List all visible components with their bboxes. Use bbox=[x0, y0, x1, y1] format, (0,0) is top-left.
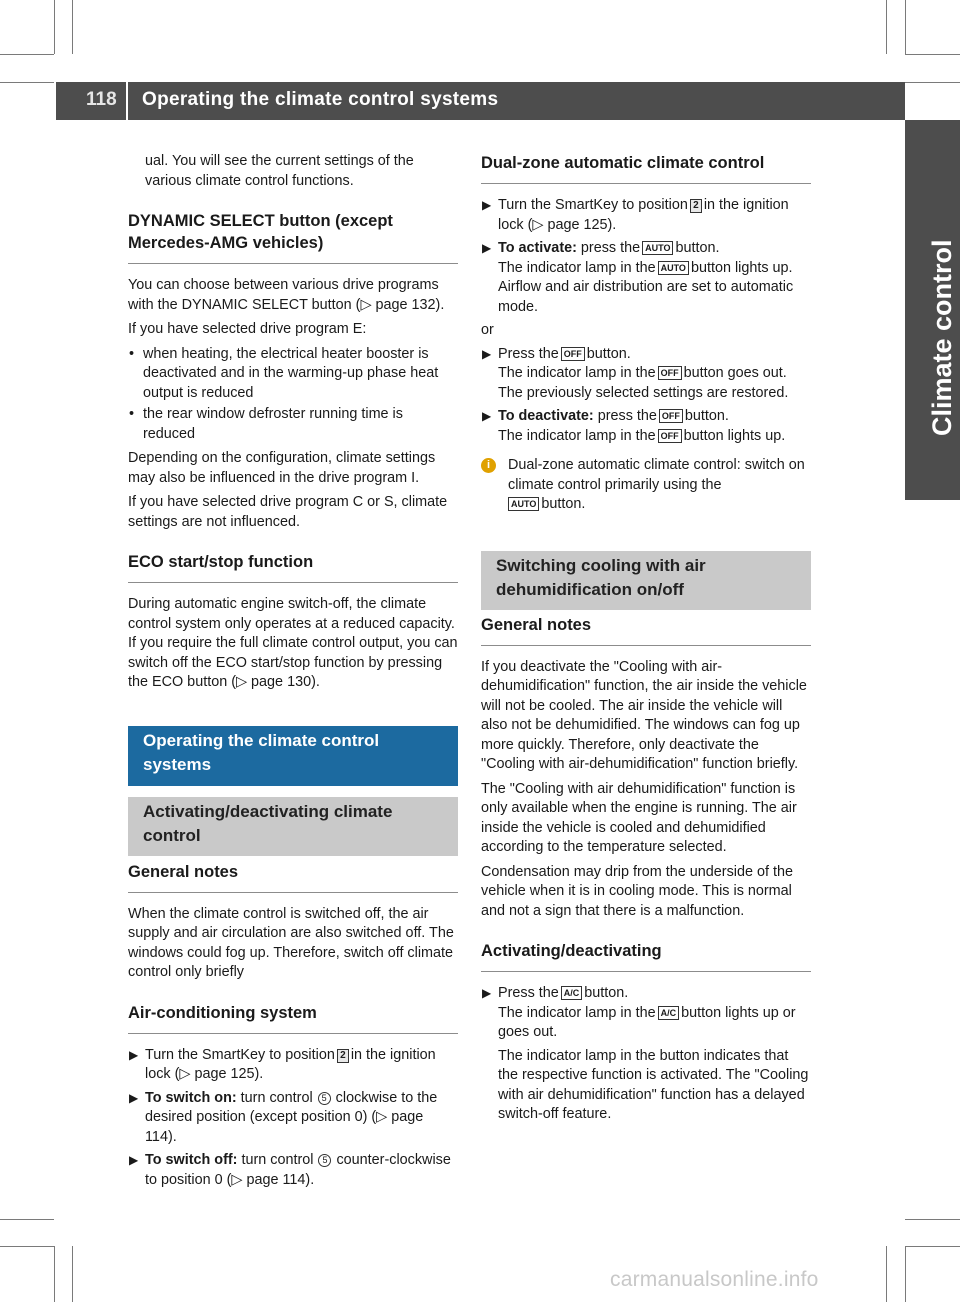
bullet-icon: • bbox=[129, 345, 135, 362]
heading-air-conditioning: Air-conditioning system bbox=[128, 1002, 458, 1034]
paragraph: The "Cooling with air dehumidification" function is only available when the engine is running. The air inside the vehicle is cooled and dehumidified according to the temperature selected. bbox=[481, 780, 797, 855]
instruction-step: ▶ Press the OFF button. The indicator lamp in the OFF button goes out. The previously selected settings are restored. bbox=[482, 345, 789, 401]
heading-dynamic-select: DYNAMIC SELECT button (except Mercedes-AMG vehicles) bbox=[128, 210, 458, 264]
paragraph: If you deactivate the "Cooling with air-dehumidification" function, the air inside the vehicle will not be cooled. The air inside the vehicle will also not be dehumidified. The windows can fog up more quickly. Therefore, only deactivate the "Cooling with air-dehumidification" function briefly. bbox=[481, 658, 807, 772]
crop-mark bbox=[886, 0, 887, 54]
step-arrow-icon: ▶ bbox=[129, 1090, 139, 1105]
paragraph: Condensation may drip from the underside of the vehicle when it is in cooling mode. This is normal and not a sign that there is a malfunction. bbox=[481, 863, 793, 919]
off-button-icon: OFF bbox=[658, 429, 682, 443]
instruction-step: ▶ To switch off: turn control 5 counter-clockwise to position 0 (▷ page 114). bbox=[129, 1152, 451, 1188]
paragraph: When the climate control is switched off, the air supply and air circulation are also switched off. The windows could fog up. Therefore, switch off climate control only briefly bbox=[128, 905, 454, 980]
bullet-icon: • bbox=[129, 406, 135, 422]
crop-mark bbox=[905, 82, 960, 83]
paragraph: If you have selected drive program C or S, climate settings are not influenced. bbox=[128, 494, 448, 530]
list-item-text: the rear window defroster running time is reduced bbox=[143, 406, 403, 442]
heading-dual-zone: Dual-zone automatic climate control bbox=[481, 152, 811, 184]
crop-mark bbox=[72, 1246, 73, 1302]
paragraph: or bbox=[481, 322, 494, 338]
heading-eco: ECO start/stop function bbox=[128, 551, 458, 583]
control-number-icon: 5 bbox=[318, 1154, 331, 1167]
section-header-grey: Activating/deactivating climate control bbox=[128, 797, 458, 856]
instruction-step: ▶ Press the A/C button. The indicator lamp in the A/C button lights up or goes out. bbox=[482, 985, 796, 1040]
left-column bbox=[128, 152, 458, 1194]
auto-button-icon: AUTO bbox=[508, 497, 539, 511]
info-icon: i bbox=[481, 458, 496, 473]
heading-general-notes: General notes bbox=[128, 861, 458, 893]
instruction-step: ▶ To activate: press the AUTO button. The indicator lamp in the AUTO button lights up. Airflow and air distribution are set to automatic mode. bbox=[482, 240, 794, 315]
crop-mark bbox=[54, 1246, 55, 1302]
ac-button-icon: A/C bbox=[658, 1006, 680, 1020]
crop-mark bbox=[54, 0, 55, 54]
control-number-icon: 5 bbox=[318, 1092, 331, 1105]
off-button-icon: OFF bbox=[658, 366, 682, 380]
off-button-icon: OFF bbox=[561, 347, 585, 361]
key-position-icon: 2 bbox=[690, 199, 702, 213]
chapter-label: Climate control bbox=[927, 239, 957, 436]
instruction-step: ▶ To switch on: turn control 5 clockwise to the desired position (except position 0) (▷ page 114). bbox=[129, 1089, 438, 1145]
instruction-step: ▶ To deactivate: press the OFF button. The indicator lamp in the OFF button lights up. bbox=[482, 408, 786, 444]
step-arrow-icon: ▶ bbox=[482, 409, 492, 423]
right-column bbox=[481, 152, 811, 1130]
header-divider bbox=[126, 82, 128, 120]
list-item bbox=[128, 345, 458, 404]
instruction-step: ▶ Turn the SmartKey to position 2 in the ignition lock (▷ page 125). bbox=[482, 197, 789, 233]
paragraph: You can choose between various drive programs with the DYNAMIC SELECT button (▷ page 132). bbox=[128, 277, 445, 313]
instruction-step: ▶ Turn the SmartKey to position 2 in the ignition lock (▷ page 125). bbox=[129, 1046, 436, 1082]
crop-mark bbox=[0, 54, 54, 55]
section-header-blue: Operating the climate control systems bbox=[128, 726, 458, 786]
intro-text: ual. You will see the current settings of the various climate control functions. bbox=[145, 153, 414, 189]
crop-mark bbox=[0, 1219, 54, 1220]
step-arrow-icon: ▶ bbox=[482, 986, 492, 1000]
crop-mark bbox=[905, 1246, 960, 1247]
step-arrow-icon: ▶ bbox=[482, 346, 492, 361]
crop-mark bbox=[886, 1246, 887, 1302]
step-arrow-icon: ▶ bbox=[129, 1153, 139, 1167]
paragraph: During automatic engine switch-off, the climate control system only operates at a reduced capacity. If you require the full climate control output, you can switch off the ECO start/stop function by pressing the ECO button (▷ page 130). bbox=[128, 596, 458, 690]
auto-button-icon: AUTO bbox=[658, 261, 689, 275]
crop-mark bbox=[72, 0, 73, 54]
crop-mark bbox=[0, 1246, 54, 1247]
step-arrow-icon: ▶ bbox=[482, 241, 492, 255]
crop-mark bbox=[905, 0, 906, 54]
crop-mark bbox=[0, 82, 54, 83]
crop-mark bbox=[905, 1246, 906, 1302]
heading-activating: Activating/deactivating bbox=[481, 940, 811, 972]
off-button-icon: OFF bbox=[659, 409, 683, 423]
page-title: Operating the climate control systems bbox=[142, 89, 499, 110]
info-note: i Dual-zone automatic climate control: switch on climate control primarily using the AUTO button. bbox=[481, 456, 811, 515]
crop-mark bbox=[905, 1219, 960, 1220]
paragraph: The indicator lamp in the button indicates that the respective function is activated. The "Cooling with air dehumidification" function has a delayed switch-off feature. bbox=[498, 1047, 809, 1122]
step-arrow-icon: ▶ bbox=[482, 198, 492, 212]
section-header-grey: Switching cooling with air dehumidification on/off bbox=[481, 551, 811, 610]
step-arrow-icon: ▶ bbox=[129, 1047, 139, 1062]
list-item bbox=[128, 405, 458, 444]
watermark: carmanualsonline.info bbox=[610, 1268, 819, 1291]
page-number: 118 bbox=[86, 89, 117, 110]
key-position-icon: 2 bbox=[337, 1049, 349, 1063]
ac-button-icon: A/C bbox=[561, 986, 583, 1000]
paragraph: Depending on the configuration, climate settings may also be influenced in the drive program I. bbox=[128, 450, 436, 486]
chapter-side-tab bbox=[905, 120, 960, 500]
crop-mark bbox=[905, 54, 960, 55]
paragraph: If you have selected drive program E: bbox=[128, 321, 367, 337]
auto-button-icon: AUTO bbox=[642, 241, 673, 255]
list-item-text: when heating, the electrical heater booster is deactivated and in the warming-up phase heat output is reduced bbox=[143, 345, 439, 401]
heading-general-notes: General notes bbox=[481, 614, 811, 646]
